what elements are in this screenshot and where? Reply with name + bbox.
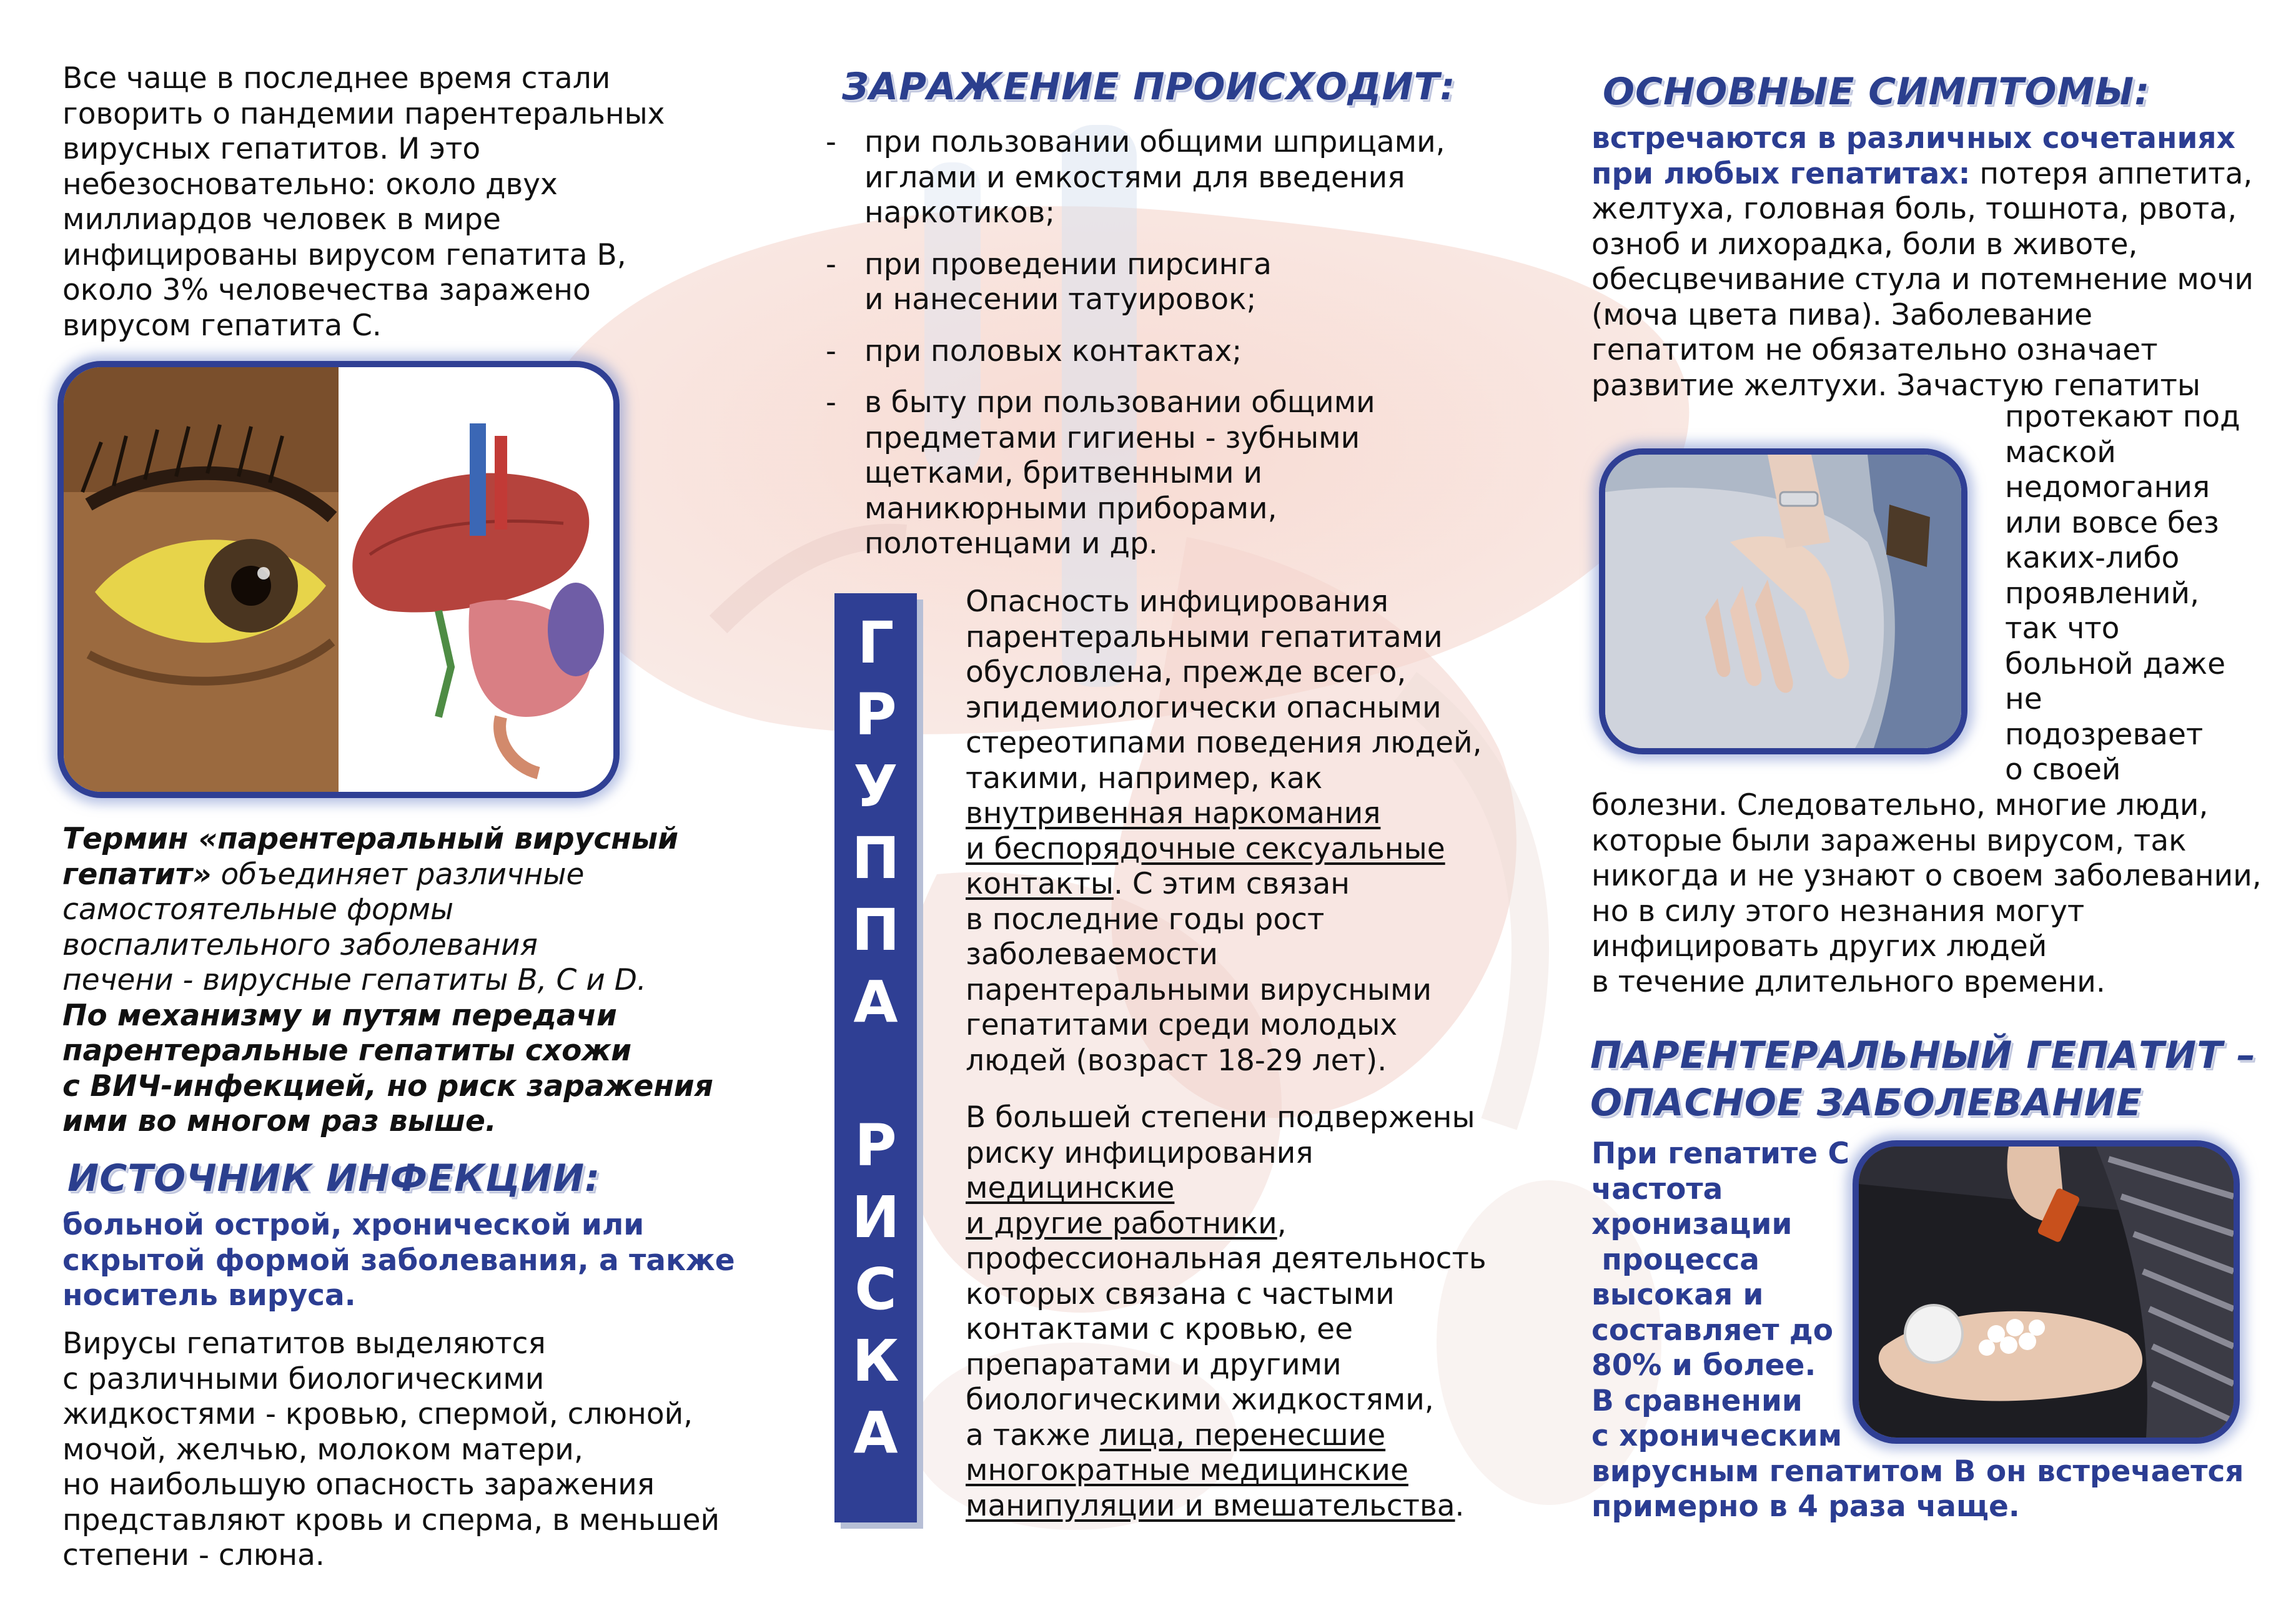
risk-group-letters (834, 607, 917, 1469)
symptoms-after-line: инфицировать других людей (1591, 929, 2047, 964)
intro-line: инфицированы вирусом гепатита В, (62, 237, 626, 272)
list-item-line: маникюрными приборами, (864, 491, 1277, 526)
list-item (826, 125, 1445, 231)
source-body-line: жидкостями - кровью, спермой, слюной, (62, 1397, 693, 1431)
danger-line: гепатитами среди молодых (966, 1008, 1398, 1042)
danger-line: риску инфицирования (966, 1135, 1314, 1170)
danger-line: профессиональная деятельность (966, 1241, 1487, 1276)
term-line: с ВИЧ-инфекцией, но риск заражения (62, 1068, 713, 1103)
dangerous-disease-line: При гепатите С (1591, 1137, 1850, 1171)
list-item-line: щетками, бритвенными и (864, 456, 1263, 490)
danger-line: эпидемиологически опасными (966, 690, 1442, 725)
term-line: воспалительного заболевания (62, 927, 538, 962)
list-item (826, 334, 1445, 370)
danger-line: обусловлена, прежде всего, (966, 655, 1407, 689)
symptoms-side-line: недомогания (2005, 470, 2210, 505)
term-line: объединяет различные (211, 857, 585, 892)
dangerous-disease-line: высокая и (1591, 1278, 1764, 1312)
term-line: парентеральные гепатиты схожи (62, 1033, 632, 1068)
list-item-line: при проведении пирсинга (864, 247, 1272, 282)
source-body-line: мочой, желчью, молоком матери, (62, 1432, 583, 1467)
danger-line: заболеваемости (966, 937, 1218, 972)
danger-underlined-line: лица, перенесшие (1099, 1418, 1386, 1453)
source-body (62, 1326, 720, 1574)
risk-letter: Р (854, 681, 897, 748)
danger-underlined-line: и беспорядочные сексуальные (966, 831, 1445, 866)
danger-underlined-line: манипуляции и вмешательства (966, 1488, 1455, 1523)
symptoms-side-line: проявлений, (2005, 576, 2200, 611)
list-item-line: предметами гигиены - зубными (864, 420, 1360, 455)
dash-marker: - (826, 247, 836, 282)
danger-line: в последние годы рост (966, 902, 1325, 937)
intro-line: небезосновательно: около двух (62, 167, 558, 202)
dangerous-disease-text (1591, 1137, 2244, 1525)
symptoms-line: гепатитом не обязательно означает (1591, 333, 2158, 367)
symptoms-line: озноб и лихорадка, боли в животе, (1591, 227, 2138, 262)
source-body-line: с различными биологическими (62, 1361, 545, 1396)
term-line: По механизму и путям передачи (62, 998, 617, 1033)
dangerous-disease-line: вирусным гепатитом В он встречается (1591, 1454, 2244, 1489)
symptoms-side-line: о своей (2005, 752, 2121, 787)
danger-line: которых связана с частыми (966, 1276, 1395, 1311)
intro-line: вирусом гепатита С. (62, 308, 382, 343)
danger-line: препаратами и другими (966, 1347, 1342, 1382)
symptoms-after-line: в течение длительного времени. (1591, 964, 2105, 999)
list-item-line: наркотиков; (864, 195, 1056, 230)
danger-line: . (1455, 1488, 1465, 1523)
infection-title: ЗАРАЖЕНИЕ ПРОИСХОДИТ: (842, 65, 1456, 109)
source-body-line: но наибольшую опасность заражения (62, 1468, 655, 1502)
intro-line: говорить о пандемии парентеральных (62, 96, 665, 131)
symptoms-side-line: так что (2005, 611, 2120, 646)
source-title: ИСТОЧНИК ИНФЕКЦИИ: (67, 1157, 601, 1200)
risk-letter: А (853, 1399, 898, 1466)
symptoms-line: обесцвечивание стула и потемнение мочи (1591, 262, 2254, 297)
dash-marker: - (826, 333, 836, 368)
dangerous-disease-line: процесса (1591, 1242, 1759, 1277)
danger-line: такими, например, как (966, 761, 1323, 796)
list-item-line: иглами и емкостями для введения (864, 160, 1405, 195)
risk-letter: С (854, 1256, 897, 1323)
list-item-line: в быту при пользовании общими (864, 385, 1375, 420)
list-item-line: при пользовании общими шприцами, (864, 125, 1445, 159)
source-highlight (62, 1208, 735, 1314)
symptoms-paragraph (1591, 121, 2254, 403)
danger-underlined-line: внутривенная наркомания (966, 796, 1381, 831)
symptoms-highlight: встречаются в различных сочетаниях (1591, 121, 2235, 155)
dash-marker: - (826, 125, 836, 159)
intro-paragraph (62, 61, 665, 343)
symptoms-side-line: больной даже (2005, 646, 2226, 681)
symptoms-after-line: никогда и не узнают о своем заболевании, (1591, 859, 2262, 893)
symptoms-side-line: подозревает (2005, 717, 2204, 752)
source-body-line: Вирусы гепатитов выделяются (62, 1326, 546, 1361)
symptoms-line: (моча цвета пива). Заболевание (1591, 297, 2093, 332)
danger-line: людей (возраст 18-29 лет). (966, 1043, 1387, 1078)
symptoms-side-line: протекают под (2005, 400, 2240, 434)
symptoms-after-line: но в силу этого незнания могут (1591, 894, 2085, 929)
danger-line: парентеральными гепатитами (966, 619, 1443, 654)
dangerous-disease-title-line: ПАРЕНТЕРАЛЬНЫЙ ГЕПАТИТ – (1590, 1033, 2257, 1077)
term-line: Термин «парентеральный вирусный (62, 822, 679, 856)
term-paragraph (62, 822, 713, 1140)
risk-letter: У (853, 753, 898, 820)
symptoms-after-line: болезни. Следовательно, многие люди, (1591, 788, 2209, 822)
dangerous-disease-line: примерно в 4 раза чаще. (1591, 1489, 2020, 1524)
list-item-line: при половых контактах; (864, 333, 1242, 368)
intro-line: около 3% человечества заражено (62, 273, 591, 307)
risk-group-banner (834, 593, 917, 1522)
risk-letter: К (852, 1328, 899, 1394)
risk-letter: И (851, 1184, 900, 1251)
danger-paragraph-2 (966, 1100, 1487, 1524)
danger-line: Опасность инфицирования (966, 585, 1388, 619)
danger-line: парентеральными вирусными (966, 972, 1432, 1007)
symptoms-highlight: при любых гепатитах: (1591, 156, 1971, 191)
source-highlight-line: больной острой, хронической или (62, 1208, 645, 1242)
danger-line: биологическими жидкостями, (966, 1383, 1434, 1417)
danger-underlined-line: многократные медицинские (966, 1453, 1408, 1487)
infection-list (826, 125, 1445, 578)
abdomen-palpation-photo (1599, 448, 1967, 754)
symptoms-side-line: маской (2005, 435, 2116, 470)
dangerous-disease-title-line: ОПАСНОЕ ЗАБОЛЕВАНИЕ (1590, 1081, 2142, 1125)
dangerous-disease-line: хронизации (1591, 1207, 1793, 1241)
dangerous-disease-line: 80% и более. (1591, 1348, 1816, 1383)
risk-letter: Г (857, 609, 894, 676)
danger-underlined-line: и другие работники (966, 1206, 1277, 1241)
symptoms-line: желтуха, головная боль, тошнота, рвота, (1591, 192, 2237, 226)
danger-underlined-line: медицинские (966, 1171, 1175, 1205)
symptoms-line: потеря аппетита, (1970, 156, 2253, 191)
dangerous-disease-line: частота (1591, 1172, 1723, 1206)
risk-letter: П (851, 825, 900, 892)
term-line: ими во многом раз выше. (62, 1104, 497, 1138)
symptoms-side-text (2005, 400, 2240, 788)
jaundice-eye-liver-photo (57, 361, 620, 798)
symptoms-side-line: или вовсе без (2005, 505, 2219, 540)
term-line: гепатит» (62, 857, 212, 892)
symptoms-side-line: каких-либо (2005, 541, 2180, 575)
source-body-line: степени - слюна. (62, 1538, 325, 1572)
intro-line: Все чаще в последнее время стали (62, 61, 611, 96)
danger-paragraph-1 (966, 585, 1482, 1078)
danger-line: В большей степени подвержены (966, 1100, 1475, 1135)
dangerous-disease-line: В сравнении (1591, 1383, 1803, 1418)
intro-line: миллиардов человек в мире (62, 202, 501, 237)
danger-line: контактами с кровью, ее (966, 1312, 1353, 1346)
source-body-line: представляют кровь и сперма, в меньшей (62, 1502, 720, 1537)
risk-letter: Р (854, 1112, 897, 1179)
dash-marker: - (826, 385, 836, 420)
dangerous-disease-line: с хроническим (1591, 1419, 1843, 1453)
list-item-line: полотенцами и др. (864, 526, 1158, 561)
symptoms-after-line: которые были заражены вирусом, так (1591, 823, 2187, 858)
danger-line: а также (966, 1418, 1100, 1453)
dangerous-disease-line: составляет до (1591, 1313, 1834, 1348)
danger-line: . С этим связан (1113, 867, 1350, 901)
term-line: печени - вирусные гепатиты В, С и D. (62, 963, 646, 997)
risk-letter: А (853, 969, 898, 1035)
source-highlight-line: носитель вируса. (62, 1278, 356, 1313)
source-highlight-line: скрытой формой заболевания, а также (62, 1243, 735, 1278)
danger-underlined-line: контакты (966, 867, 1114, 901)
symptoms-title: ОСНОВНЫЕ СИМПТОМЫ: (1603, 70, 2150, 114)
danger-line: стереотипами поведения людей, (966, 726, 1482, 760)
intro-line: вирусных гепатитов. И это (62, 132, 481, 166)
list-item-line: и нанесении татуировок; (864, 282, 1257, 317)
risk-letter: П (851, 897, 900, 964)
symptoms-after-text (1591, 788, 2262, 1000)
symptoms-side-line: не (2005, 682, 2042, 716)
dangerous-disease-title (1590, 1032, 2256, 1127)
list-item (826, 385, 1445, 562)
list-item (826, 247, 1445, 318)
term-line: самостоятельные формы (62, 892, 454, 927)
symptoms-line: развитие желтухи. Зачастую гепатиты (1591, 368, 2200, 403)
danger-line: , (1277, 1206, 1287, 1241)
